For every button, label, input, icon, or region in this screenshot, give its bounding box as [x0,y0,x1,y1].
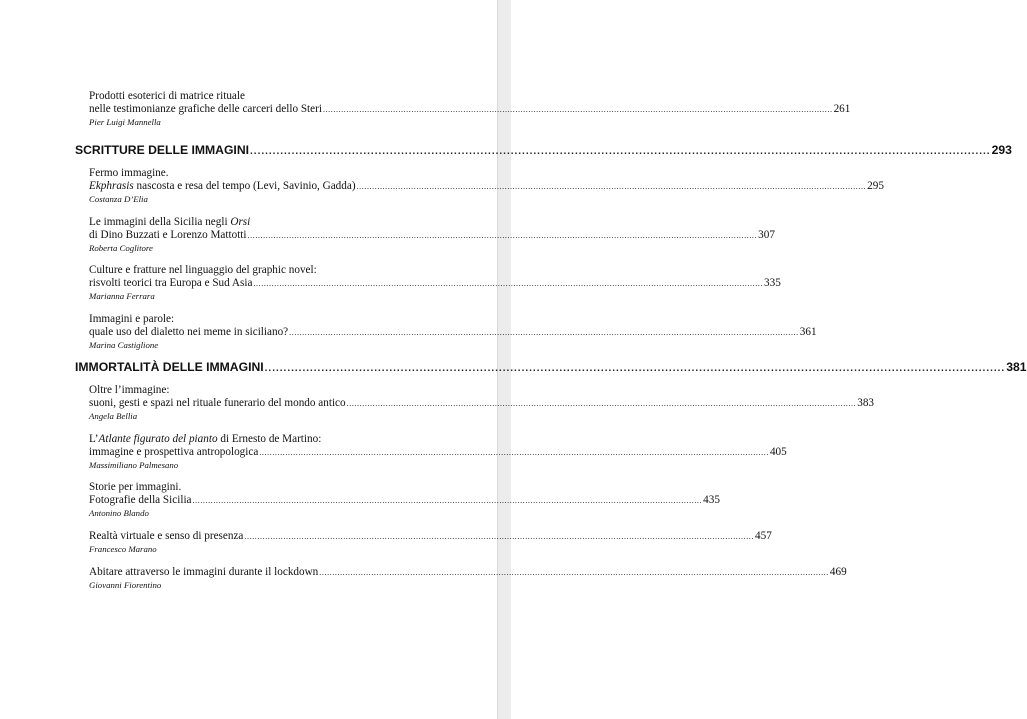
dot-leader [319,566,829,579]
page-number: 405 [769,446,787,458]
page-number: 469 [829,566,847,578]
dot-leader [244,530,754,543]
entry-author: Antonino Blando [89,508,149,518]
page-number: 295 [867,180,884,192]
entry-author: Roberta Coglitore [89,243,153,253]
toc-entry[interactable]: Realtà virtuale e senso di presenza ..... 457 Francesco Marano [89,530,491,555]
toc-entry[interactable] [89,90,851,128]
entry-title-line: Prodotti esoterici di matrice rituale [89,90,245,102]
page-number: 435 [703,494,720,506]
page-number: 293 [991,143,1012,157]
dot-leader [253,277,763,290]
toc-entry[interactable]: L’Atlante figurato del pianto di Ernesto de Martino: immagine e prospettiva antropologica ..... 405 Massimiliano Palmesano [89,433,491,471]
dot-leader [265,363,1006,374]
page-number: 457 [755,530,772,542]
entry-author: Francesco Marano [89,544,157,554]
entry-author: Costanza D’Elia [89,194,148,204]
toc-entry[interactable]: Immagini e parole: quale uso del dialetto nei meme in siciliano? ..... 361 Marina Castiglione [89,313,491,351]
dot-leader [347,397,857,410]
entry-author: Massimiliano Palmesano [89,460,179,470]
dot-leader [250,146,991,157]
page-number: 381 [1006,360,1027,374]
page-number: 261 [833,103,851,115]
toc-entry[interactable]: Storie per immagini. Fotografie della Sicilia ..... 435 Antonino Blando [89,481,491,519]
section-heading[interactable]: SCRITTURE DELLE IMMAGINI ..... 293 [75,143,491,157]
toc-entry[interactable]: Abitare attraverso le immagini durante il lockdown ..... 469 Giovanni Fiorentino [89,566,491,591]
toc-entry[interactable]: Oltre l’immagine: suoni, gesti e spazi nel rituale funerario del mondo antico ..... 383 Angela Bellia [89,384,491,422]
dot-leader [248,229,758,242]
section-heading[interactable]: IMMORTALITÀ DELLE IMMAGINI ..... 381 [75,360,491,374]
page-number: 307 [758,229,775,241]
entry-title-line: nelle testimonianze grafiche delle carceri dello Steri ..... 261 [89,103,491,116]
page-number: 335 [764,277,781,289]
page-number: 361 [799,326,817,338]
entry-author: Giovanni Fiorentino [89,580,162,590]
toc-entry[interactable]: Fermo immagine. Ekphrasis nascosta e resa del tempo (Levi, Savinio, Gadda) ..... 295 Costanza D’Elia [89,167,491,205]
dot-leader [193,494,703,507]
toc-entry[interactable]: Culture e fratture nel linguaggio del graphic novel: risvolti teorici tra Europa e Sud Asia ..... 335 Marianna Ferrara [89,264,491,302]
entry-author: Angela Bellia [89,411,138,421]
dot-leader [259,446,769,459]
dot-leader [289,326,799,339]
dot-leader [357,180,867,193]
page-number: 383 [857,397,875,409]
entry-author: Marina Castiglione [89,340,159,350]
entry-author: Marianna Ferrara [89,291,155,301]
entry-author: Pier Luigi Mannella [89,117,161,127]
dot-leader [323,103,833,116]
toc-entry[interactable]: Le immagini della Sicilia negli Orsi di Dino Buzzati e Lorenzo Mattotti ..... 307 Roberta Coglitore [89,216,491,254]
